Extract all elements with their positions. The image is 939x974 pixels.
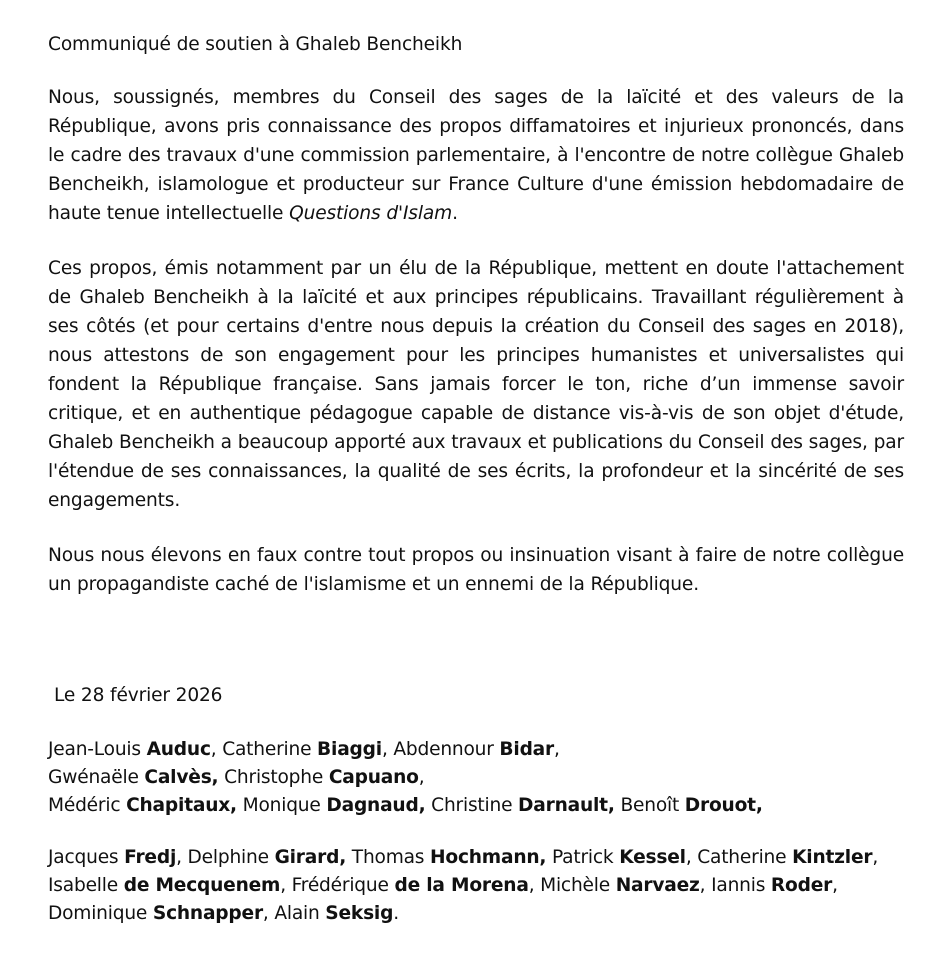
signatory-last-name: de la Morena — [394, 875, 529, 896]
signatory — [48, 795, 243, 816]
signatory-last-name: Girard, — [274, 847, 347, 868]
signatory — [697, 847, 878, 868]
signatory-last-name: Dagnaud, — [326, 795, 426, 816]
signatory-first-name: Monique — [242, 795, 327, 816]
signatory-separator: , — [280, 875, 292, 896]
signatory-last-name: Schnapper — [152, 903, 263, 924]
signatory-last-name: Fredj — [124, 847, 177, 868]
signatory-separator: , — [554, 739, 560, 760]
signatory — [620, 795, 762, 816]
signatory — [48, 847, 188, 868]
document-body — [48, 30, 904, 599]
signatory-first-name: Christophe — [224, 767, 329, 788]
signatory-last-name: Biaggi — [317, 739, 382, 760]
signatory — [48, 767, 224, 788]
signatory — [552, 847, 697, 868]
signatory-last-name: Roder — [770, 875, 833, 896]
signatory — [711, 875, 838, 896]
signatory-first-name: Christine — [431, 795, 519, 816]
signatory-first-name: Médéric — [48, 795, 127, 816]
document-title: Communiqué de soutien à Ghaleb Bencheikh — [48, 34, 463, 55]
signatory — [243, 795, 432, 816]
signatory-last-name: Calvès, — [144, 767, 219, 788]
signatory-first-name: Michèle — [540, 875, 616, 896]
signatory — [274, 903, 399, 924]
signatory-last-name: Auduc — [146, 739, 211, 760]
signatory-first-name: Gwénaële — [48, 767, 145, 788]
signatory-separator: . — [393, 903, 399, 924]
signatory-group-gap — [48, 820, 918, 844]
signatory-separator: , — [832, 875, 838, 896]
signatory-last-name: Bidar — [499, 739, 554, 760]
signatory — [48, 903, 274, 924]
signatory-first-name: Jean-Louis — [48, 739, 147, 760]
signatory-last-name: Drouot, — [684, 795, 763, 816]
signatory-line — [48, 844, 918, 872]
signatory — [48, 875, 292, 896]
signatory-separator: , — [872, 847, 879, 868]
signatory — [224, 767, 424, 788]
signatory-first-name: Patrick — [552, 847, 620, 868]
signatory-last-name: Kessel — [619, 847, 686, 868]
signatory-separator: , — [210, 739, 223, 760]
signatory-first-name: Alain — [274, 903, 326, 924]
signatory-first-name: Thomas — [351, 847, 431, 868]
programme-title: Questions d'Islam — [289, 203, 453, 224]
paragraph-2: Ces propos, émis notamment par un élu de la République, mettent en doute l'attachement de Ghaleb Bencheikh à la laïcité et aux principes républicains. Travaillant régulièrement à ses côtés (et pour certains d'entre nous depuis la création du Conseil des sages en 2018), nous attestons de son engagement pour les principes humanistes et universalistes qui fondent la République française. Sans jamais forcer le ton, riche d’un immense savoir critique, et en authentique pédagogue capable de distance vis-à-vis de son objet d'étude, Ghaleb Bencheikh a beaucoup apporté aux travaux et publications du Conseil des sages, par l'étendue de ses connaissances, la qualité de ses écrits, la profondeur et la sincérité de ses engagements. — [48, 258, 904, 511]
signatory-first-name: Jacques — [48, 847, 125, 868]
signatory — [188, 847, 352, 868]
signatory-first-name: Isabelle — [48, 875, 124, 896]
signatory — [222, 739, 393, 760]
signatory-last-name: Chapitaux, — [126, 795, 237, 816]
signatory — [352, 847, 552, 868]
signatory-line — [48, 736, 918, 764]
signatory-last-name: de Mecquenem — [123, 875, 281, 896]
signatory-last-name: Narvaez — [615, 875, 700, 896]
signatory-last-name: Kintzler — [792, 847, 873, 868]
paragraph-1-end: . — [452, 203, 458, 224]
signatory — [393, 739, 559, 760]
signatory-separator: , — [528, 875, 541, 896]
signatory-last-name: Seksig — [325, 903, 394, 924]
signatory — [292, 875, 540, 896]
signatory-line — [48, 792, 918, 820]
signatory — [431, 795, 620, 816]
signatory-separator: , — [381, 739, 394, 760]
paragraph-1 — [48, 83, 904, 228]
signatory-first-name: Catherine — [697, 847, 793, 868]
signatories-list — [48, 736, 918, 928]
signatory-last-name: Hochmann, — [430, 847, 547, 868]
signatory-last-name: Capuano — [328, 767, 419, 788]
signatory-first-name: Iannis — [711, 875, 771, 896]
signatory-first-name: Catherine — [222, 739, 318, 760]
signatory-separator: , — [418, 767, 425, 788]
signatory-first-name: Frédérique — [291, 875, 395, 896]
signatory — [48, 739, 222, 760]
signatory-first-name: Delphine — [187, 847, 275, 868]
signatory-line — [48, 900, 918, 928]
signatory-separator: , — [699, 875, 712, 896]
paragraph-1-text: Nous, soussignés, membres du Conseil des sages de la laïcité et des valeurs de la République, avons pris connaissance des propos diffamatoires et injurieux prononcés, dans le cadre des travaux d'une commission parlementaire, à l'encontre de notre collègue Ghaleb Bencheikh, islamologue et producteur sur France Culture d'une émission hebdomadaire de haute tenue intellectuelle — [48, 87, 904, 224]
signatory-separator: , — [176, 847, 188, 868]
signatory-line — [48, 764, 918, 792]
paragraph-3: Nous nous élevons en faux contre tout propos ou insinuation visant à faire de notre collègue un propagandiste caché de l'islamisme et un ennemi de la République. — [48, 545, 904, 595]
signatory-first-name: Dominique — [48, 903, 153, 924]
signatory-separator: , — [685, 847, 698, 868]
signatory — [540, 875, 711, 896]
document-date: Le 28 février 2026 — [54, 685, 223, 706]
signatory-separator: , — [262, 903, 275, 924]
signatory-last-name: Darnault, — [518, 795, 615, 816]
signatory-first-name: Benoît — [620, 795, 685, 816]
signatory-line — [48, 872, 918, 900]
signatory-first-name: Abdennour — [393, 739, 500, 760]
